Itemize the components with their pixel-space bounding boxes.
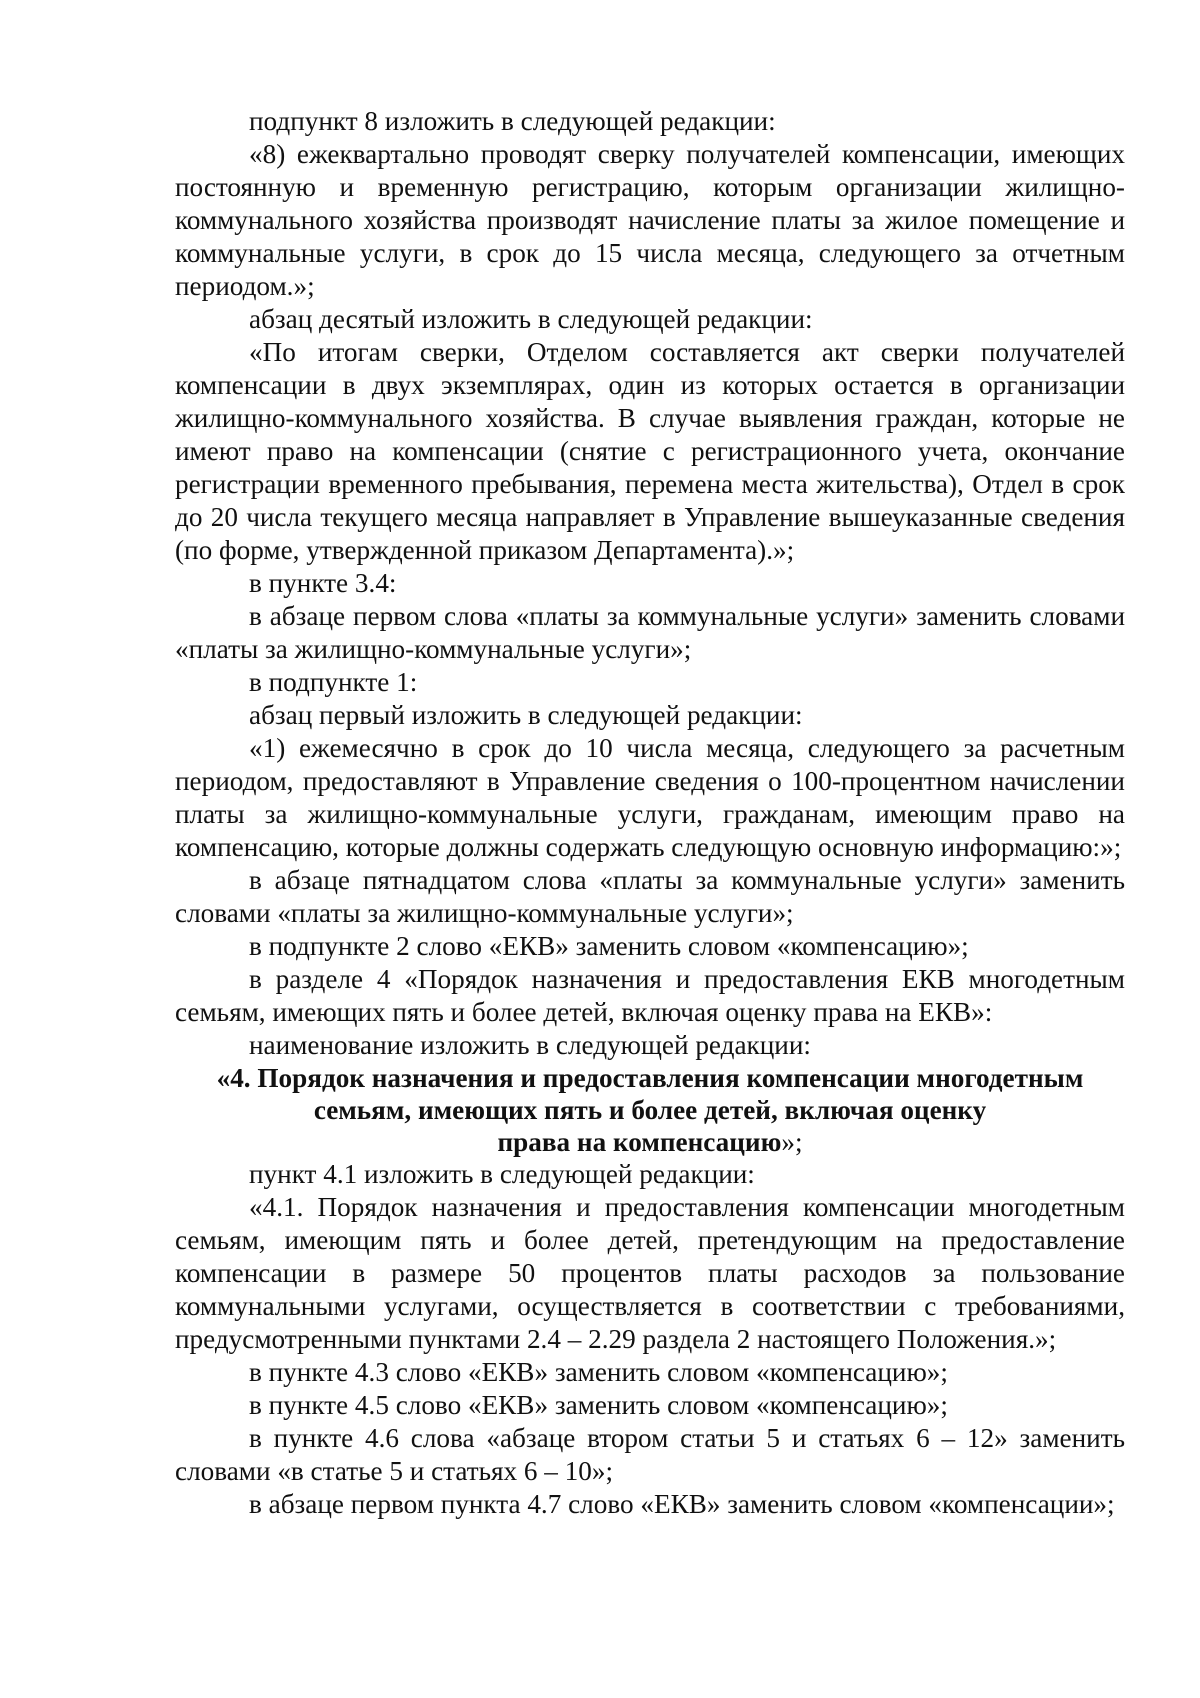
paragraph: «1) ежемесячно в срок до 10 числа месяца, следующего за расчетным периодом, предоставляют в Управление сведения о 100-процентном начислении платы за жилищно-коммунальные услуги, гражданам, имеющим право на компенсацию, которые должны содержать следующую основную информацию:»;	[175, 733, 1125, 862]
section-heading-line: «4. Порядок назначения и предоставления компенсации многодетным	[216, 1063, 1084, 1093]
paragraph: в подпункте 2 слово «ЕКВ» заменить словом «компенсацию»;	[249, 931, 969, 961]
section-heading-closing: »;	[781, 1127, 803, 1157]
paragraph: в разделе 4 «Порядок назначения и предоставления ЕКВ многодетным семьям, имеющих пять и более детей, включая оценку права на ЕКВ»:	[175, 964, 1125, 1027]
paragraph: в пункте 4.3 слово «ЕКВ» заменить словом «компенсацию»;	[249, 1357, 948, 1387]
paragraph: абзац десятый изложить в следующей редакции:	[249, 304, 813, 334]
document-page	[175, 105, 1125, 1521]
paragraph: «4.1. Порядок назначения и предоставления компенсации многодетным семьям, имеющим пять и более детей, претендующим на предоставление компенсации в размере 50 процентов платы расходов за пользование коммунальными услугами, осуществляется в соответствии с требованиями, предусмотренными пунктами 2.4 – 2.29 раздела 2 настоящего Положения.»;	[175, 1192, 1125, 1354]
paragraph: пункт 4.1 изложить в следующей редакции:	[249, 1159, 755, 1189]
paragraph: «По итогам сверки, Отделом составляется акт сверки получателей компенсации в двух экземплярах, один из которых остается в организации жилищно-коммунального хозяйства. В случае выявления граждан, которые не имеют право на компенсации (снятие с регистрационного учета, окончание регистрации временного пребывания, перемена места жительства), Отдел в срок до 20 числа текущего месяца направляет в Управление вышеуказанные сведения (по форме, утвержденной приказом Департамента).»;	[175, 337, 1125, 565]
paragraph: в пункте 4.5 слово «ЕКВ» заменить словом «компенсацию»;	[249, 1390, 948, 1420]
paragraph: наименование изложить в следующей редакции:	[249, 1030, 811, 1060]
paragraph: подпункт 8 изложить в следующей редакции:	[249, 106, 776, 136]
paragraph: в абзаце первом слова «платы за коммунальные услуги» заменить словами «платы за жилищно-коммунальные услуги»;	[175, 601, 1125, 664]
section-heading-text: права на компенсацию	[497, 1127, 782, 1157]
paragraph: абзац первый изложить в следующей редакции:	[249, 700, 803, 730]
paragraph: в абзаце первом пункта 4.7 слово «ЕКВ» заменить словом «компенсации»;	[249, 1489, 1115, 1519]
paragraph: в пункте 4.6 слова «абзаце втором статьи 5 и статьях 6 – 12» заменить словами «в статье 5 и статьях 6 – 10»;	[175, 1423, 1125, 1486]
section-heading-line-last	[175, 1126, 1125, 1158]
paragraph: «8) ежеквартально проводят сверку получателей компенсации, имеющих постоянную и временную регистрацию, которым организации жилищно-коммунального хозяйства производят начисление платы за жилое помещение и коммунальные услуги, в срок до 15 числа месяца, следующего за отчетным периодом.»;	[175, 139, 1125, 301]
section-heading	[175, 1062, 1125, 1158]
paragraph: в подпункте 1:	[249, 667, 418, 697]
section-heading-line: семьям, имеющих пять и более детей, включая оценку	[313, 1095, 987, 1125]
paragraph: в пункте 3.4:	[249, 568, 397, 598]
paragraph: в абзаце пятнадцатом слова «платы за коммунальные услуги» заменить словами «платы за жилищно-коммунальные услуги»;	[175, 865, 1125, 928]
